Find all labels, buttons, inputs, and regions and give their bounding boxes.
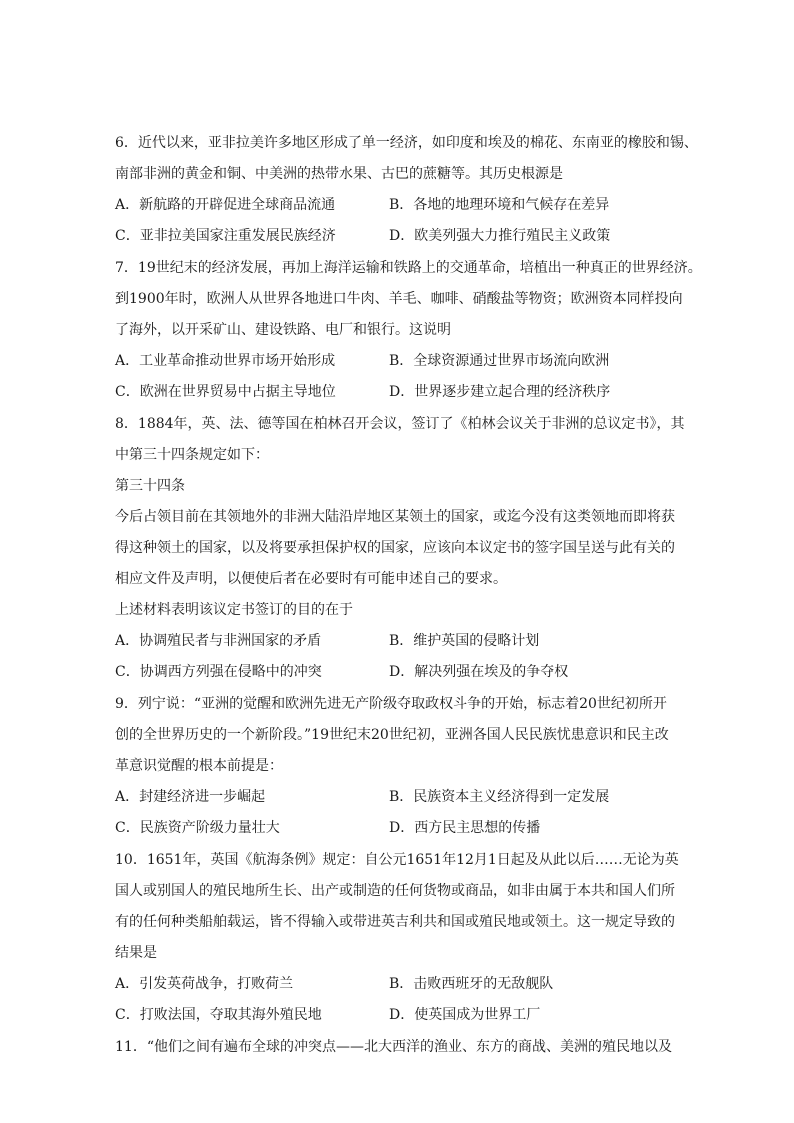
q10-stem-line-3: 有的任何种类船舶载运，皆不得输入或带进英吉利共和国或殖民地或领土。这一规定导致的 — [115, 914, 675, 930]
q8-stem-line-2: 中第三十四条规定如下： — [115, 447, 269, 463]
q7-option-c: C．欧洲在世界贸易中占据主导地位 — [115, 384, 336, 400]
q7-stem-line-3: 了海外，以开采矿山、建设铁路、电厂和银行。这说明 — [115, 322, 451, 338]
q7-option-d: D．世界逐步建立起合理的经济秩序 — [389, 384, 611, 400]
q8-option-c: C．协调西方列强在侵略中的冲突 — [115, 664, 322, 680]
q8-question: 上述材料表明该议定书签订的目的在于 — [115, 602, 353, 618]
q10-option-c: C．打败法国，夺取其海外殖民地 — [115, 1007, 322, 1023]
q8-option-b: B．维护英国的侵略计划 — [389, 633, 540, 649]
q9-stem-line-3: 革意识觉醒的根本前提是： — [115, 758, 283, 774]
q7-stem-line-1: 7．19世纪末的经济发展，再加上海洋运输和铁路上的交通革命，培植出一种真正的世界经济。 — [115, 260, 702, 276]
q9-stem-line-1: 9．列宁说：“亚洲的觉醒和欧洲先进无产阶级夺取政权斗争的开始，标志着20世纪初所开 — [115, 696, 667, 712]
q8-quote-line-3: 相应文件及声明，以便使后者在必要时有可能申述自己的要求。 — [115, 571, 507, 587]
q6-option-a: A．新航路的开辟促进全球商品流通 — [115, 197, 336, 213]
q8-article-title: 第三十四条 — [115, 478, 185, 494]
q8-stem-line-1: 8．1884年，英、法、德等国在柏林召开会议，签订了《柏林会议关于非洲的总议定书》，其 — [115, 416, 685, 432]
q6-stem-line-2: 南部非洲的黄金和铜、中美洲的热带水果、古巴的蔗糖等。其历史根源是 — [115, 166, 563, 182]
q10-stem-line-4: 结果是 — [115, 945, 157, 961]
q7-stem-line-2: 到1900年时，欧洲人从世界各地进口牛肉、羊毛、咖啡、硝酸盐等物资；欧洲资本同样投向 — [115, 291, 683, 307]
q11-stem-line-1: 11．“他们之间有遍布全球的冲突点——北大西洋的渔业、东方的商战、美洲的殖民地以及 — [115, 1039, 672, 1055]
q9-option-c: C．民族资产阶级力量壮大 — [115, 820, 280, 836]
q9-option-d: D．西方民主思想的传播 — [389, 820, 541, 836]
q6-stem-line-1: 6．近代以来，亚非拉美许多地区形成了单一经济，如印度和埃及的棉花、东南亚的橡胶和锡、 — [115, 135, 698, 151]
q10-stem-line-2: 国人或别国人的殖民地所生长、出产或制造的任何货物或商品，如非由属于本共和国人们所 — [115, 883, 675, 899]
q8-option-a: A．协调殖民者与非洲国家的矛盾 — [115, 633, 322, 649]
q10-option-d: D．使英国成为世界工厂 — [389, 1007, 541, 1023]
q9-option-b: B．民族资本主义经济得到一定发展 — [389, 789, 610, 805]
q7-option-a: A．工业革命推动世界市场开始形成 — [115, 353, 336, 369]
q6-option-b: B．各地的地理环境和气候存在差异 — [389, 197, 610, 213]
q7-option-b: B．全球资源通过世界市场流向欧洲 — [389, 353, 610, 369]
q10-option-b: B．击败西班牙的无敌舰队 — [389, 976, 554, 992]
q10-stem-line-1: 10．1651年，英国《航海条例》规定：自公元1651年12月1日起及从此以后……无论为英 — [115, 852, 679, 868]
q10-option-a: A．引发英荷战争，打败荷兰 — [115, 976, 294, 992]
q9-option-a: A．封建经济进一步崛起 — [115, 789, 266, 805]
q8-quote-line-1: 今后占领目前在其领地外的非洲大陆沿岸地区某领土的国家，或迄今没有这类领地而即将获 — [115, 509, 675, 525]
q8-quote-line-2: 得这种领土的国家，以及将要承担保护权的国家，应该向本议定书的签字国呈送与此有关的 — [115, 540, 675, 556]
q6-option-d: D．欧美列强大力推行殖民主义政策 — [389, 228, 611, 244]
q6-option-c: C．亚非拉美国家注重发展民族经济 — [115, 228, 336, 244]
q8-option-d: D．解决列强在埃及的争夺权 — [389, 664, 569, 680]
q9-stem-line-2: 创的全世界历史的一个新阶段。”19世纪末20世纪初，亚洲各国人民民族忧患意识和民主改 — [115, 727, 669, 743]
